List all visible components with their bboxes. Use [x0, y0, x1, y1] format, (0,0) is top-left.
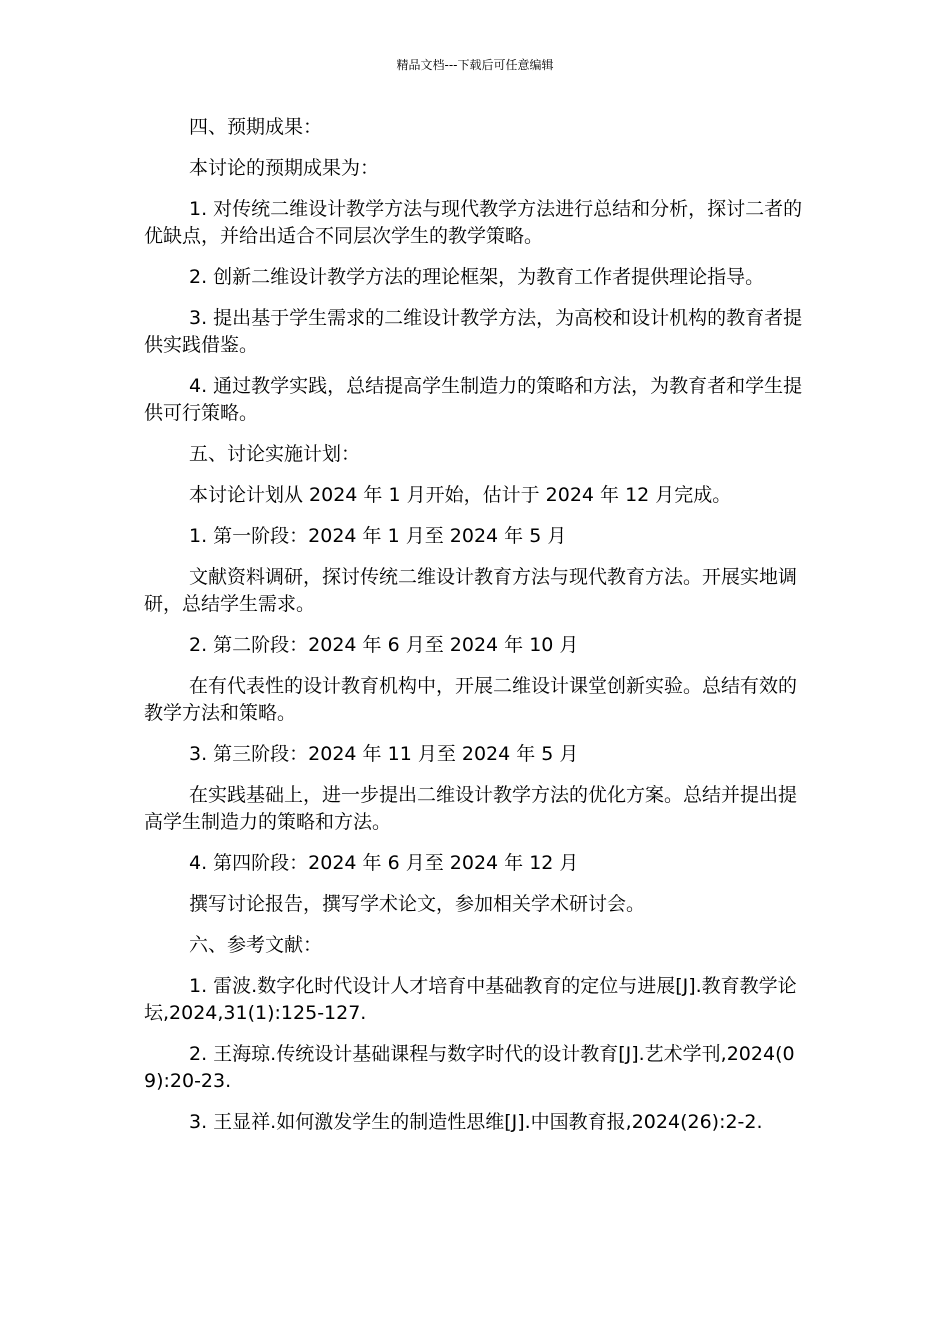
phase-title: 1. 第一阶段：2024 年 1 月至 2024 年 5 月 — [189, 525, 567, 547]
paragraph: 本讨论的预期成果为： — [189, 157, 380, 179]
section-heading-expected-results: 四、预期成果： — [189, 116, 323, 138]
paragraph: 本讨论计划从 2024 年 1 月开始，估计于 2024 年 12 月完成。 — [189, 484, 732, 506]
list-item: 3. 提出基于学生需求的二维设计教学方法，为高校和设计机构的教育者提供实践借鉴。 — [144, 307, 803, 356]
phase-title: 3. 第三阶段：2024 年 11 月至 2024 年 5 月 — [189, 743, 579, 765]
section-heading-references: 六、参考文献： — [189, 934, 323, 956]
list-item: 1. 对传统二维设计教学方法与现代教学方法进行总结和分析，探讨二者的优缺点，并给出适合不同层次学生的教学策略。 — [144, 198, 803, 247]
phase-description: 撰写讨论报告，撰写学术论文，参加相关学术研讨会。 — [189, 893, 646, 915]
phase-title: 2. 第二阶段：2024 年 6 月至 2024 年 10 月 — [189, 634, 579, 656]
phase-description: 在有代表性的设计教育机构中，开展二维设计课堂创新实验。总结有效的教学方法和策略。 — [144, 675, 798, 724]
phase-description: 文献资料调研，探讨传统二维设计教育方法与现代教育方法。开展实地调研，总结学生需求。 — [144, 566, 798, 615]
phase-title: 4. 第四阶段：2024 年 6 月至 2024 年 12 月 — [189, 852, 579, 874]
reference-item: 2. 王海琼.传统设计基础课程与数字时代的设计教育[J].艺术学刊,2024(09):20-23. — [144, 1043, 795, 1092]
page-header: 精品文档---下载后可任意编辑 — [396, 58, 554, 72]
reference-item: 1. 雷波.数字化时代设计人才培育中基础教育的定位与进展[J].教育教学论坛,2024,31(1):125-127. — [144, 975, 797, 1024]
list-item: 2. 创新二维设计教学方法的理论框架，为教育工作者提供理论指导。 — [189, 266, 765, 288]
phase-description: 在实践基础上，进一步提出二维设计教学方法的优化方案。总结并提出提高学生制造力的策略和方法。 — [144, 784, 798, 833]
list-item: 4. 通过教学实践，总结提高学生制造力的策略和方法，为教育者和学生提供可行策略。 — [144, 375, 803, 424]
reference-item: 3. 王显祥.如何激发学生的制造性思维[J].中国教育报,2024(26):2-2. — [189, 1111, 763, 1133]
section-heading-implementation-plan: 五、讨论实施计划： — [189, 443, 361, 465]
document-body — [144, 114, 809, 1150]
